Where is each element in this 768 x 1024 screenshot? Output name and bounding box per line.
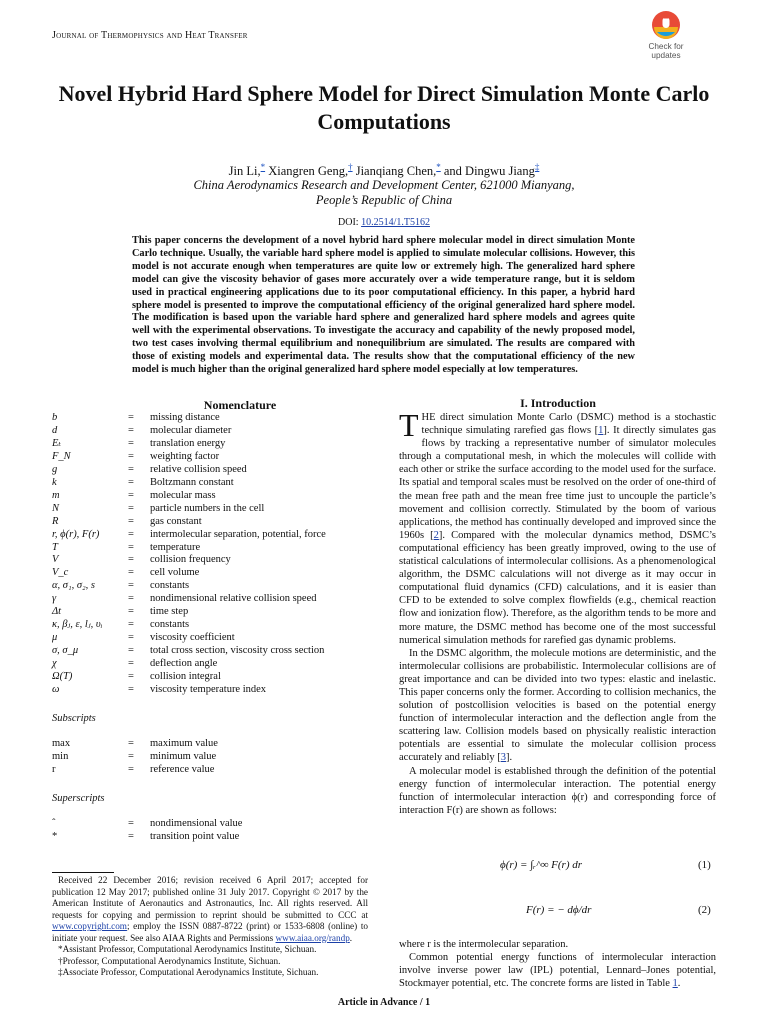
nomenclature-definition: constants xyxy=(150,580,190,592)
paragraph-text: ]. It directly simulates gas flows by tracking a representative number of simulator molecules through a computational mesh, in which the molecules will collide with each other or strike the surface according to the model used for the surface. Its spatial and temporal scales must be resolved on the order of one-third of the mean free path and the mean free time just to uncouple the particle’s movement and collision correctly. Stimulated by the boom of various applications, the method has continually developed and improved since the 1960s [ xyxy=(399,425,716,541)
nomenclature-definition: total cross section, viscosity cross section xyxy=(150,645,325,657)
equals-sign: = xyxy=(128,763,134,775)
footnotes xyxy=(52,875,368,979)
paragraph-text: Common potential energy functions of intermolecular interaction involve inverse power law (IPL) potential, Lennard–Jones potential, Stockmayer potential, etc. The concrete forms are listed in Table xyxy=(399,952,716,990)
nomenclature-row xyxy=(52,657,372,670)
reference-link[interactable]: 1 xyxy=(598,425,604,437)
nomenclature-definition: reference value xyxy=(150,763,215,775)
author-footnote: *Assistant Professor, Computational Aerodynamics Institute, Sichuan. xyxy=(58,944,317,954)
nomenclature-definition: gas constant xyxy=(150,515,202,527)
equals-sign: = xyxy=(128,750,134,762)
equals-sign: = xyxy=(128,606,134,618)
nomenclature-symbol: min xyxy=(52,750,69,762)
nomenclature-symbol: Δt xyxy=(52,606,62,618)
nomenclature-definition: constants xyxy=(150,619,190,631)
reference-link[interactable]: 2 xyxy=(433,529,439,541)
nomenclature-definition: translation energy xyxy=(150,437,226,449)
nomenclature-definition: viscosity temperature index xyxy=(150,683,267,695)
nomenclature-row xyxy=(52,579,372,592)
nomenclature-definition: molecular mass xyxy=(150,489,216,501)
aiaa-permissions-link[interactable]: www.aiaa.org/randp xyxy=(275,932,350,943)
received-footnote xyxy=(52,875,368,944)
check-for-updates-badge[interactable] xyxy=(636,10,696,68)
footnote-text: ; employ the ISSN 0887-8722 (print) or 1533-6808 (online) to initiate your request. See also AIAA Rights and Permissions xyxy=(52,921,368,943)
nomenclature-row xyxy=(52,489,372,502)
check-updates-icon xyxy=(651,10,681,40)
introduction-body-continued xyxy=(399,938,716,990)
section-heading-introduction: I. Introduction xyxy=(520,396,596,410)
paragraph xyxy=(399,647,716,765)
nomenclature-row xyxy=(52,592,372,605)
paragraph-text: . xyxy=(677,978,681,990)
nomenclature-symbol: ˆ xyxy=(52,817,56,829)
nomenclature-row xyxy=(52,763,372,776)
equals-sign: = xyxy=(128,412,134,423)
nomenclature-definition: Boltzmann constant xyxy=(150,476,234,488)
footnote-text: Received 22 December 2016; revision received 6 April 2017; accepted for publication 12 May 2017; published online 31 July 2017. Copyright © 2017 by the American Institute of Aeronautics and Astronautics, Inc. All rights reserved. All requests for copying and permission to reprint should be submitted to CCC at xyxy=(52,875,368,920)
nomenclature-row xyxy=(52,476,372,489)
author-name: and Dingwu Jiang xyxy=(443,164,535,179)
nomenclature-row xyxy=(52,553,372,566)
equals-sign: = xyxy=(128,515,134,527)
author-footnote: †Professor, Computational Aerodynamics Institute, Sichuan. xyxy=(58,955,281,966)
nomenclature-row xyxy=(52,670,372,683)
nomenclature-row xyxy=(52,750,372,763)
nomenclature-symbol: k xyxy=(52,476,57,488)
equals-sign: = xyxy=(128,580,134,592)
equals-sign: = xyxy=(128,541,134,553)
equals-sign: = xyxy=(128,450,134,462)
equals-sign: = xyxy=(128,645,134,657)
page-footer: Article in Advance / 1 xyxy=(337,997,431,1008)
equation-number: (2) xyxy=(698,904,711,916)
nomenclature-row xyxy=(52,502,372,515)
equals-sign: = xyxy=(128,817,134,829)
paragraph-text: ]. xyxy=(505,752,513,764)
nomenclature-definition: intermolecular separation, potential, force xyxy=(150,528,326,540)
equals-sign: = xyxy=(128,528,134,540)
nomenclature-row xyxy=(52,528,372,541)
paragraph xyxy=(399,407,716,647)
nomenclature-symbol: ω xyxy=(52,683,60,695)
nomenclature-definition: relative collision speed xyxy=(150,463,247,475)
paragraph-text: In the DSMC algorithm, the molecule motions are deterministic, and the intermolecular collisions are probabilistic. Intermolecular collisions are of great importance and can be divided into two types: elastic and inelastic. This paper concerns only the former. According to collision mechanics, the solution of postcollision velocities is based on the potential energy function of intermolecular interaction and the deflection angle from the scattering law. Collision models based on physically realistic interaction potentials are essential to simulate the molecular collision process accurately and reliably [ xyxy=(399,647,716,764)
nomenclature-row xyxy=(52,618,372,631)
equals-sign: = xyxy=(128,489,134,501)
introduction-body xyxy=(399,407,716,817)
nomenclature-symbol: r xyxy=(52,763,56,775)
author-name: Jianqiang Chen, xyxy=(355,164,437,179)
nomenclature-definition: collision frequency xyxy=(150,554,231,566)
reference-link[interactable]: 3 xyxy=(500,752,506,764)
nomenclature-symbol: V xyxy=(52,554,59,566)
author-name: Xiangren Geng, xyxy=(268,164,349,179)
copyright-link[interactable]: www.copyright.com xyxy=(52,921,127,931)
nomenclature-symbol: κ, βⱼ, ε, lⱼ, υᵢ xyxy=(52,619,103,631)
nomenclature-symbol: g xyxy=(52,463,58,475)
equation-number: (1) xyxy=(698,859,711,871)
equals-sign: = xyxy=(128,830,134,842)
nomenclature-definition: cell volume xyxy=(150,567,200,579)
nomenclature-definition: time step xyxy=(150,606,189,618)
affiliation xyxy=(40,178,728,208)
nomenclature-row xyxy=(52,830,372,843)
nomenclature-definition: molecular diameter xyxy=(150,424,232,436)
nomenclature-symbol: * xyxy=(52,830,58,842)
nomenclature-symbol: d xyxy=(52,424,58,436)
author-footnote-link[interactable]: * xyxy=(436,162,441,172)
nomenclature-symbol: max xyxy=(52,737,71,749)
nomenclature-symbol: F_N xyxy=(52,450,71,462)
paragraph-text: HE direct simulation Monte Carlo (DSMC) method is a stochastic technique simulating rarefied gas flows [ xyxy=(421,412,716,437)
nomenclature-definition: collision integral xyxy=(150,671,221,682)
nomenclature-symbol: γ xyxy=(52,593,57,605)
equals-sign: = xyxy=(128,554,134,566)
table-link[interactable]: 1 xyxy=(672,978,678,990)
nomenclature-row xyxy=(52,683,372,696)
nomenclature-subheading: Superscripts xyxy=(52,792,105,804)
paragraph-text: ]. Compared with the molecular dynamics method, DSMC’s computational efficiency has been greatly improved, owing to the use of statistical calculations of intermolecular collisions. As a phenomenological algorithm, the DSMC calculations will not diverge as it may occur in computational fluid dynamics (CFD) calculations, and it is easier than CFD to be extended to solve complex flowfields (e.g., chemical reaction flow and ionization flow). Therefore, as the algorithm tends to be more and more mature, the DSMC method has become one of the most successful numerical simulation methods for rarefied gas dynamic problems. xyxy=(399,529,716,646)
paragraph xyxy=(399,951,716,990)
equals-sign: = xyxy=(128,476,134,488)
equals-sign: = xyxy=(128,502,134,514)
nomenclature-subheading: Subscripts xyxy=(52,712,96,724)
equals-sign: = xyxy=(128,737,134,749)
equals-sign: = xyxy=(128,593,134,605)
nomenclature-symbol: α, σ₁, σ₂, s xyxy=(52,580,96,592)
nomenclature-symbol: Ω(T) xyxy=(52,671,73,682)
nomenclature-row xyxy=(52,631,372,644)
paragraph: A molecular model is established through the definition of the potential energy function of intermolecular interaction. The potential energy function of intermolecular interaction ϕ(r) and corresponding force of interaction F(r) are shown as follows: xyxy=(399,765,716,816)
nomenclature-definition: particle numbers in the cell xyxy=(150,502,265,514)
paragraph: where r is the intermolecular separation. xyxy=(399,939,569,950)
equals-sign: = xyxy=(128,658,134,670)
author-footnote-link[interactable]: ‡ xyxy=(534,162,540,172)
equation-2: F(r) = − dϕ/dr xyxy=(526,904,592,916)
equals-sign: = xyxy=(128,632,134,644)
affiliation-line: People’s Republic of China xyxy=(315,193,453,207)
nomenclature-row xyxy=(52,463,372,476)
nomenclature-row xyxy=(52,424,372,437)
doi-label: DOI: xyxy=(338,217,359,228)
nomenclature-row xyxy=(52,566,372,579)
nomenclature-definition: maximum value xyxy=(150,737,218,749)
equals-sign: = xyxy=(128,683,134,695)
nomenclature-row xyxy=(52,437,372,450)
nomenclature-definition: transition point value xyxy=(150,830,240,842)
author-footnote-link[interactable]: † xyxy=(348,162,353,172)
nomenclature-row xyxy=(52,644,372,657)
nomenclature-definition: nondimensional value xyxy=(150,817,243,829)
equals-sign: = xyxy=(128,424,134,436)
paper-title: Novel Hybrid Hard Sphere Model for Direct Simulation Monte Carlo Computations xyxy=(58,81,710,134)
nomenclature-symbol: μ xyxy=(52,632,58,644)
equals-sign: = xyxy=(128,463,134,475)
nomenclature-row xyxy=(52,605,372,618)
journal-name: Journal of Thermophysics and Heat Transfer xyxy=(52,30,248,41)
nomenclature-definition: nondimensional relative collision speed xyxy=(150,593,317,605)
footnote-text: . xyxy=(349,932,353,943)
nomenclature-definition: minimum value xyxy=(150,750,217,762)
nomenclature-symbol: r, ϕ(r), F(r) xyxy=(52,528,100,540)
equation-1: ϕ(r) = ∫ᵣ^∞ F(r) dr xyxy=(500,859,583,871)
nomenclature-symbol: T xyxy=(52,541,58,553)
nomenclature-symbol: R xyxy=(52,515,59,527)
check-updates-label: Check for updates xyxy=(648,42,684,60)
equals-sign: = xyxy=(128,619,134,631)
nomenclature-symbol: σ, σ_μ xyxy=(52,645,79,657)
nomenclature-definition: deflection angle xyxy=(150,658,218,670)
nomenclature-row xyxy=(52,450,372,463)
nomenclature-row xyxy=(52,737,372,750)
nomenclature-symbol: m xyxy=(52,489,60,501)
affiliation-line: China Aerodynamics Research and Development Center, 621000 Mianyang, xyxy=(193,178,575,192)
nomenclature-definition: viscosity coefficient xyxy=(150,632,235,644)
author-footnote-link[interactable]: * xyxy=(260,162,266,172)
nomenclature-row xyxy=(52,411,372,424)
author-footnote: ‡Associate Professor, Computational Aerodynamics Institute, Sichuan. xyxy=(58,967,319,977)
equals-sign: = xyxy=(128,567,134,579)
drop-cap: T xyxy=(399,407,419,443)
nomenclature-symbol: N xyxy=(52,502,60,514)
nomenclature-symbol: Eₜ xyxy=(52,437,62,449)
nomenclature-row xyxy=(52,515,372,528)
author-name: Jin Li, xyxy=(228,164,261,179)
footnote-divider xyxy=(52,872,114,873)
nomenclature-row xyxy=(52,541,372,554)
equals-sign: = xyxy=(128,671,134,682)
nomenclature-heading: Nomenclature xyxy=(203,398,277,412)
nomenclature-row xyxy=(52,817,372,830)
doi-line xyxy=(40,217,728,228)
nomenclature-definition: weighting factor xyxy=(150,450,220,462)
equals-sign: = xyxy=(128,437,134,449)
nomenclature-symbol: χ xyxy=(52,658,57,670)
nomenclature-symbol: b xyxy=(52,412,58,423)
nomenclature-symbol: V_c xyxy=(52,567,69,579)
author-list xyxy=(40,162,728,179)
doi-link[interactable]: 10.2514/1.T5162 xyxy=(361,217,430,228)
nomenclature-definition: missing distance xyxy=(150,412,220,423)
nomenclature-definition: temperature xyxy=(150,541,201,553)
abstract: This paper concerns the development of a novel hybrid hard sphere molecular model in direct simulation Monte Carlo technique. Usually, the variable hard sphere model is applied to simulate molecular collisions. However, this model is not accurate enough when temperatures are quite low or extremely high. The generalized hard sphere model can give the viscosity behavior of gases more accurately over a wide temperature range, but it is seldom used in practical engineering applications due to its poor computational efficiency. In this paper, a hybrid hard sphere model is presented to improve the computational efficiency of the original generalized hard sphere model. The modification is based upon the variable hard sphere and generalized hard sphere models and agrees quite well with the experimental observations. To investigate the accuracy and capability of the newly proposed model, two test cases involving thermal equilibrium and nonequilibrium are simulated. The results are compared with those of existing models and experimental data. The results show that the computational efficiency of the new model is much higher than the original generalized hard sphere model especially at low temperatures. xyxy=(132,235,635,376)
